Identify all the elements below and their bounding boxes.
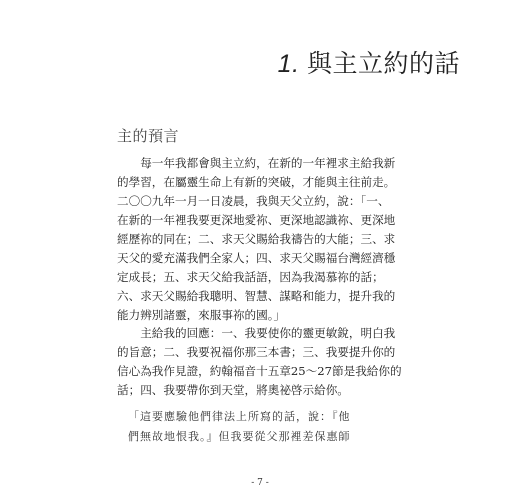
page-number: - 7 - [251, 478, 269, 488]
chapter-title-text: 與主立約的話 [306, 50, 460, 78]
paragraph-line: 能力辨別諸靈，來服事祢的國。」 [117, 308, 286, 322]
chapter-title [0, 44, 460, 80]
paragraph-line: 二〇〇九年一月一日凌晨，我與天父立約，說：「一、 [117, 194, 390, 208]
paragraph-line: 每一年我都會與主立約，在新的一年裡求主給我新 [117, 156, 396, 170]
chapter-number: 1. [277, 50, 300, 78]
paragraph-line: 信心為我作見證，約翰福音十五章25～27節是我給你的 [117, 364, 402, 378]
paragraph-line: 定成長；五、求天父給我話語，因為我渴慕祢的話； [117, 270, 384, 284]
body-paragraph-2 [117, 324, 402, 400]
quote-line: 們無故地恨我。』但我要從父那裡差保惠師 [128, 430, 351, 443]
section-heading: 主的預言 [117, 127, 180, 145]
paragraph-line: 經歷祢的同在；二、求天父賜給我禱告的大能；三、求 [117, 232, 396, 246]
paragraph-line: 話；四、我要帶你到天堂，將奧祕啓示給你。 [117, 383, 349, 397]
scripture-quote [128, 407, 351, 447]
paragraph-line: 六、求天父賜給我聰明、智慧、謀略和能力，提升我的 [117, 289, 396, 303]
paragraph-line: 天父的愛充滿我們全家人；四、求天父賜福台灣經濟穩 [117, 251, 396, 265]
paragraph-line: 的學習，在屬靈生命上有新的突破，才能與主往前走。 [117, 175, 396, 189]
body-paragraph-1 [117, 154, 395, 325]
quote-line: 「這要應驗他們律法上所寫的話，說：『他 [128, 410, 351, 423]
paragraph-line: 在新的一年裡我要更深地愛祢、更深地認識祢、更深地 [117, 213, 396, 227]
paragraph-line: 主給我的回應：一、我要使你的靈更敏銳，明白我 [117, 326, 396, 340]
paragraph-line: 的旨意；二、我要祝福你那三本書；三、我要提升你的 [117, 345, 396, 359]
